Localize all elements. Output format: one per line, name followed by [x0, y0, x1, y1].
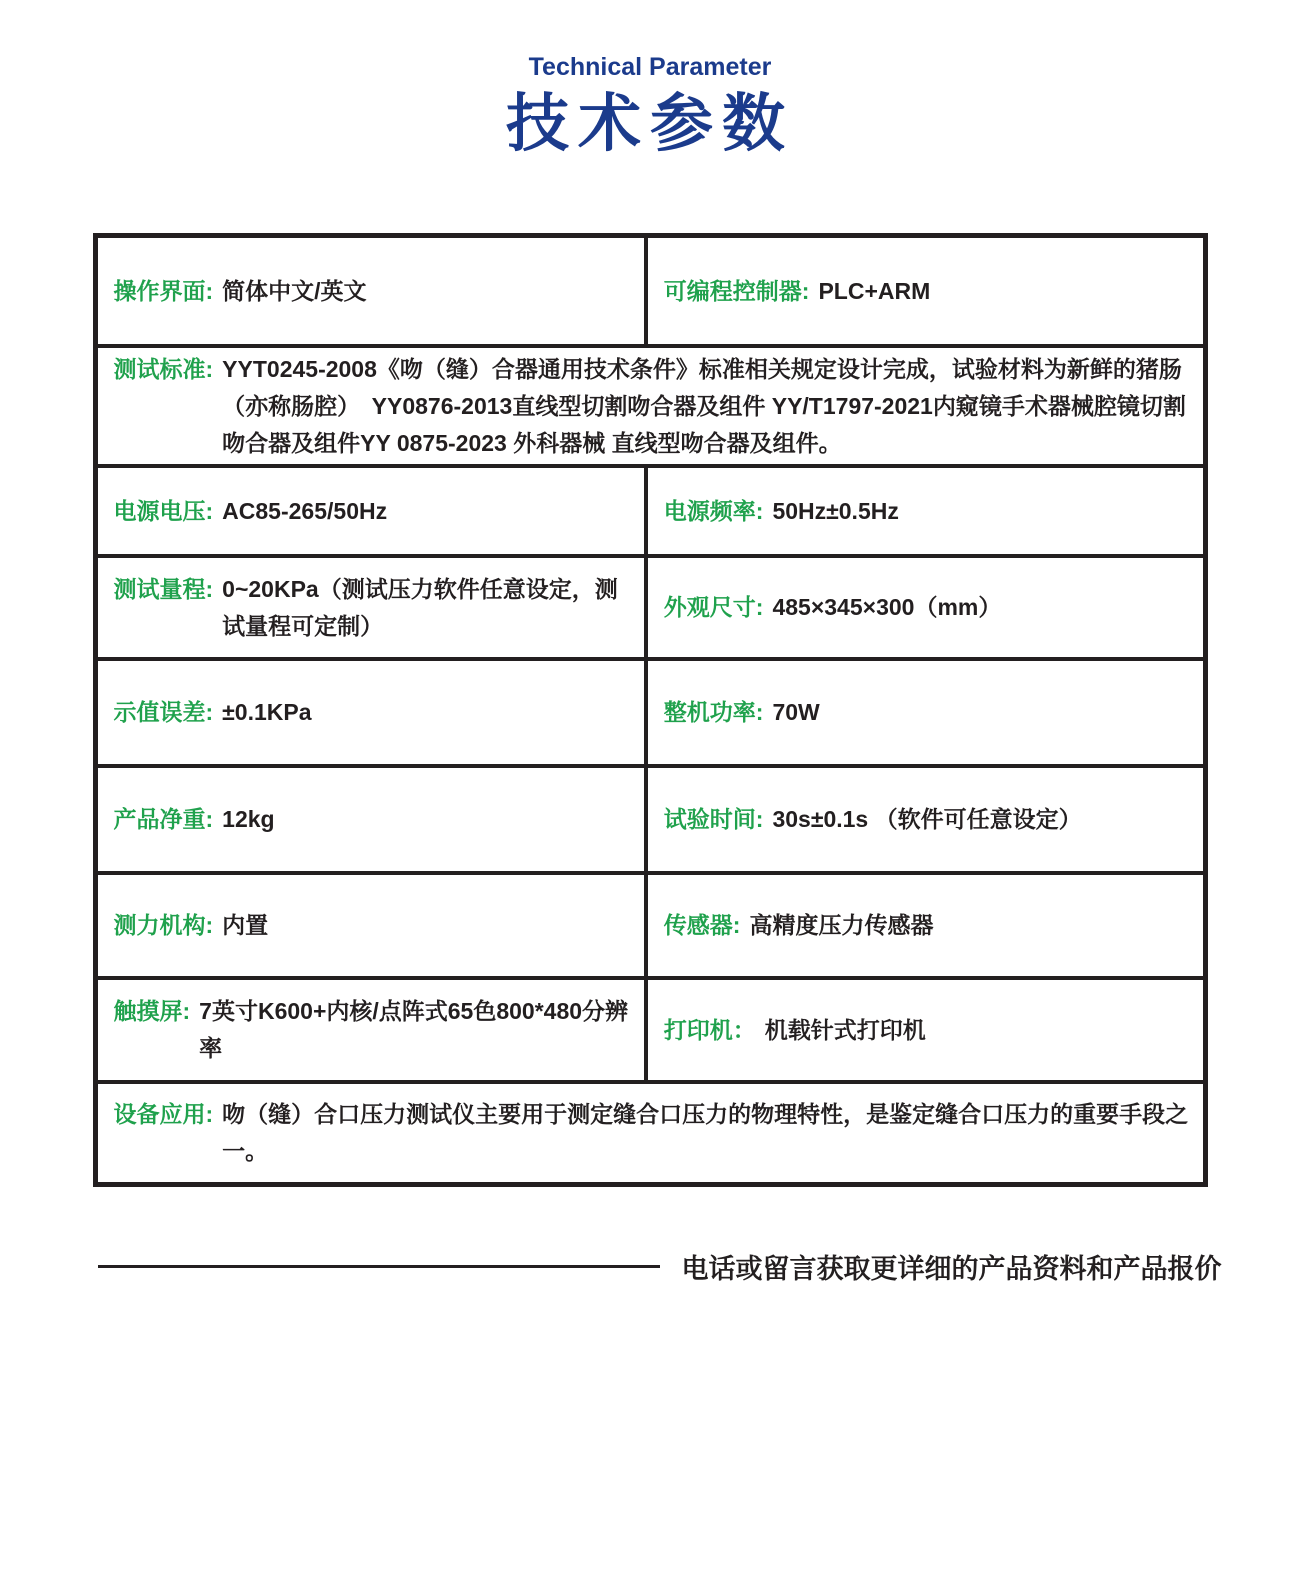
spec-value: 机载针式打印机 — [764, 1016, 926, 1043]
spec-value: 70W — [772, 699, 820, 726]
spec-value: 50Hz±0.5Hz — [772, 497, 899, 524]
cell-sensor — [648, 875, 1203, 976]
spec-label: 产品净重: — [113, 806, 214, 833]
spec-label: 测试量程: — [113, 575, 214, 602]
spec-label: 电源频率: — [663, 497, 764, 524]
spec-value: 高精度压力传感器 — [749, 912, 934, 939]
cell-supply-frequency — [648, 468, 1203, 554]
spec-label: 外观尺寸: — [663, 594, 764, 621]
table-row — [98, 875, 1203, 980]
spec-value: 7英寸K600+内核/点阵式65色800*480分辨率 — [199, 998, 629, 1062]
spec-label: 可编程控制器: — [663, 277, 810, 304]
cell-total-power — [648, 661, 1203, 764]
spec-label: 操作界面: — [113, 277, 214, 304]
cell-ui-language — [98, 238, 648, 344]
spec-label: 打印机： — [663, 1016, 756, 1043]
spec-label: 整机功率: — [663, 699, 764, 726]
cell-test-time — [648, 768, 1203, 871]
spec-value: 485×345×300（mm） — [772, 594, 1002, 621]
spec-label: 设备应用: — [113, 1101, 214, 1128]
table-row — [98, 468, 1203, 558]
cell-test-standard — [98, 348, 1203, 464]
cell-indication-error — [98, 661, 648, 764]
cell-application — [98, 1084, 1203, 1182]
cell-net-weight — [98, 768, 648, 871]
subtitle-en: Technical Parameter — [528, 53, 772, 81]
cell-force-mechanism — [98, 875, 648, 976]
spec-table — [93, 233, 1208, 1187]
table-row — [98, 661, 1203, 768]
spec-label: 测力机构: — [113, 912, 214, 939]
divider-line — [98, 1265, 660, 1268]
spec-value: YYT0245-2008《吻（缝）合器通用技术条件》标准相关规定设计完成，试验材料为新鲜的猪肠（亦称肠腔） YY0876-2013直线型切割吻合器及组件 YY/T1797-2021内窥镜手术器械腔镜切割吻合器及组件YY 0875-2023 外科器械 直线型吻合器及组件。 — [222, 355, 1186, 456]
spec-label: 电源电压: — [113, 497, 214, 524]
cell-dimensions — [648, 558, 1203, 657]
table-row — [98, 238, 1203, 348]
page-header — [0, 0, 1300, 159]
table-row — [98, 768, 1203, 875]
cell-touchscreen — [98, 980, 648, 1080]
spec-label: 示值误差: — [113, 699, 214, 726]
spec-value: 0~20KPa（测试压力软件任意设定，测试量程可定制） — [222, 575, 618, 639]
spec-value: 简体中文/英文 — [222, 277, 367, 304]
page-title: 技术参数 — [506, 89, 794, 159]
spec-value: 12kg — [222, 806, 275, 833]
spec-value: 30s±0.1s （软件可任意设定） — [772, 806, 1082, 833]
spec-value: AC85-265/50Hz — [222, 497, 388, 524]
spec-label: 传感器: — [663, 912, 741, 939]
cell-test-range — [98, 558, 648, 657]
table-row — [98, 1084, 1203, 1182]
footer — [98, 1247, 1222, 1286]
spec-label: 试验时间: — [663, 806, 764, 833]
spec-label: 触摸屏: — [113, 998, 191, 1025]
footer-note: 电话或留言获取更详细的产品资料和产品报价 — [681, 1254, 1222, 1285]
spec-value: PLC+ARM — [818, 277, 931, 304]
spec-label: 测试标准: — [113, 355, 214, 382]
table-row — [98, 348, 1203, 468]
spec-value: ±0.1KPa — [222, 699, 312, 726]
cell-plc-controller — [648, 238, 1203, 344]
cell-supply-voltage — [98, 468, 648, 554]
spec-value: 内置 — [222, 912, 269, 939]
spec-value: 吻（缝）合口压力测试仪主要用于测定缝合口压力的物理特性，是鉴定缝合口压力的重要手段之一。 — [222, 1101, 1189, 1165]
table-row — [98, 980, 1203, 1084]
cell-printer — [648, 980, 1203, 1080]
table-row — [98, 558, 1203, 661]
